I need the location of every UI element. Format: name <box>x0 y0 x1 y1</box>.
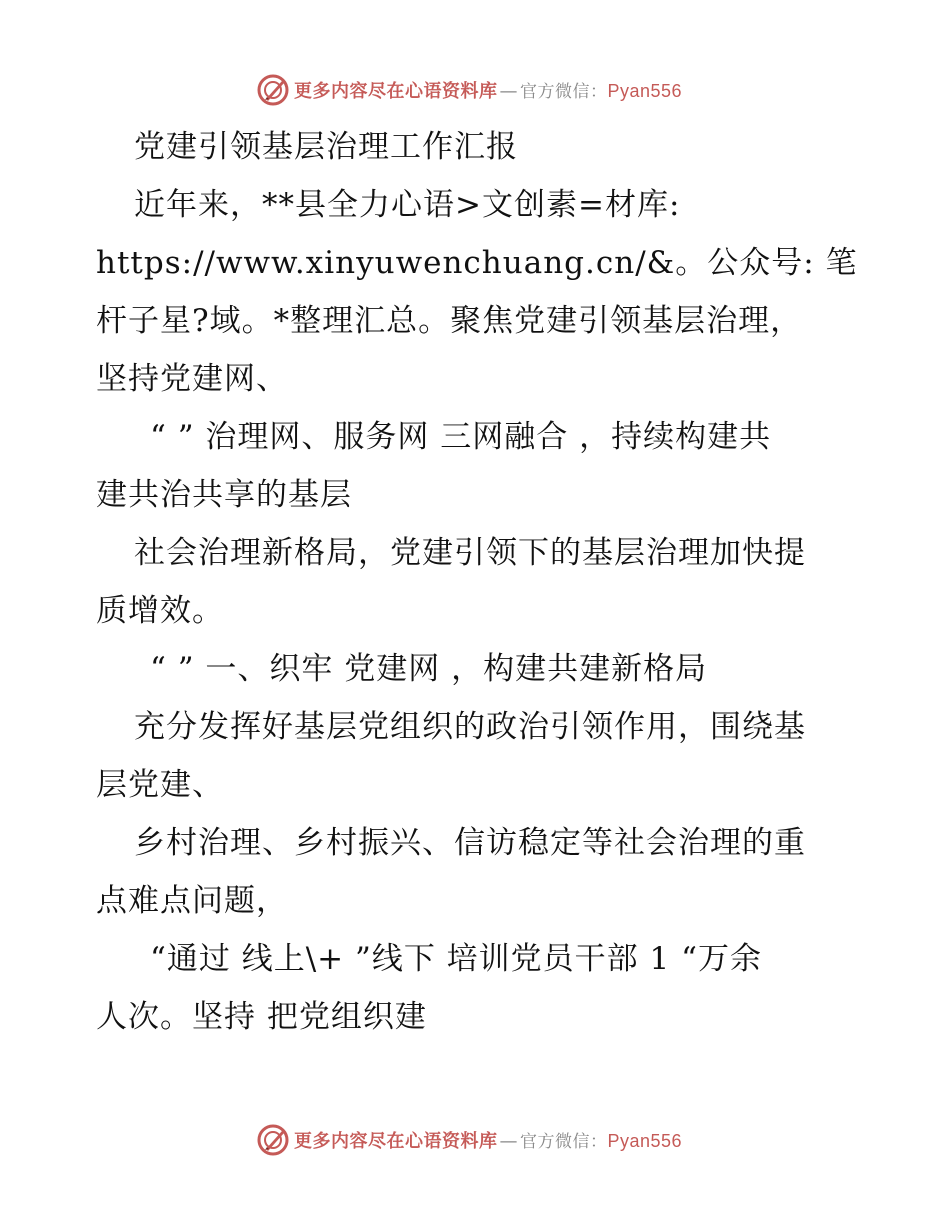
doc-line: “ ” 治理网、服务网 三网融合 ，持续构建共 <box>150 419 772 455</box>
document-body <box>96 118 866 1046</box>
doc-line: 坚持党建网、 <box>96 361 288 397</box>
footer-banner <box>0 1120 950 1160</box>
doc-line: 充分发挥好基层党组织的政治引领作用，围绕基 <box>134 709 806 745</box>
doc-line: 建共治共享的基层 <box>96 477 352 513</box>
banner-sub-text: 官方微信： <box>519 82 608 102</box>
banner-main-text: 更多内容尽在心语资料库 <box>293 1131 498 1152</box>
footer-banner-text <box>294 1127 682 1153</box>
doc-section-heading: “ ” 一、织牢 党建网 ，构建共建新格局 <box>150 651 708 687</box>
doc-line: 人次。坚持 把党组织建 <box>96 999 427 1035</box>
doc-title: 党建引领基层治理工作汇报 <box>134 129 518 165</box>
banner-dash: — <box>499 1131 518 1152</box>
pen-logo-icon <box>256 1123 290 1157</box>
doc-line: 杆子星?域。*整理汇总。聚焦党建引领基层治理， <box>96 303 803 339</box>
pen-logo-icon <box>256 73 290 107</box>
doc-line: 乡村治理、乡村振兴、信访稳定等社会治理的重 <box>134 825 806 861</box>
banner-wechat-id: Pyan556 <box>607 81 683 101</box>
banner-dash: — <box>499 81 518 102</box>
banner-sub-text: 官方微信： <box>519 1132 608 1152</box>
doc-line: 点难点问题， <box>96 883 288 919</box>
doc-line: 层党建、 <box>96 767 224 803</box>
header-banner <box>0 70 950 110</box>
doc-line: https://www.xinyuwenchuang.cn/&。公众号: 笔 <box>96 245 858 281</box>
doc-line: 社会治理新格局，党建引领下的基层治理加快提 <box>134 535 806 571</box>
doc-line: 近年来，**县全力心语>文创素=材库: <box>134 187 681 223</box>
banner-main-text: 更多内容尽在心语资料库 <box>293 81 498 102</box>
header-banner-text <box>294 77 682 103</box>
doc-line: “通过 线上\+ ”线下 培训党员干部 1 “万余 <box>150 941 762 977</box>
doc-line: 质增效。 <box>96 593 224 629</box>
banner-wechat-id: Pyan556 <box>607 1131 683 1151</box>
